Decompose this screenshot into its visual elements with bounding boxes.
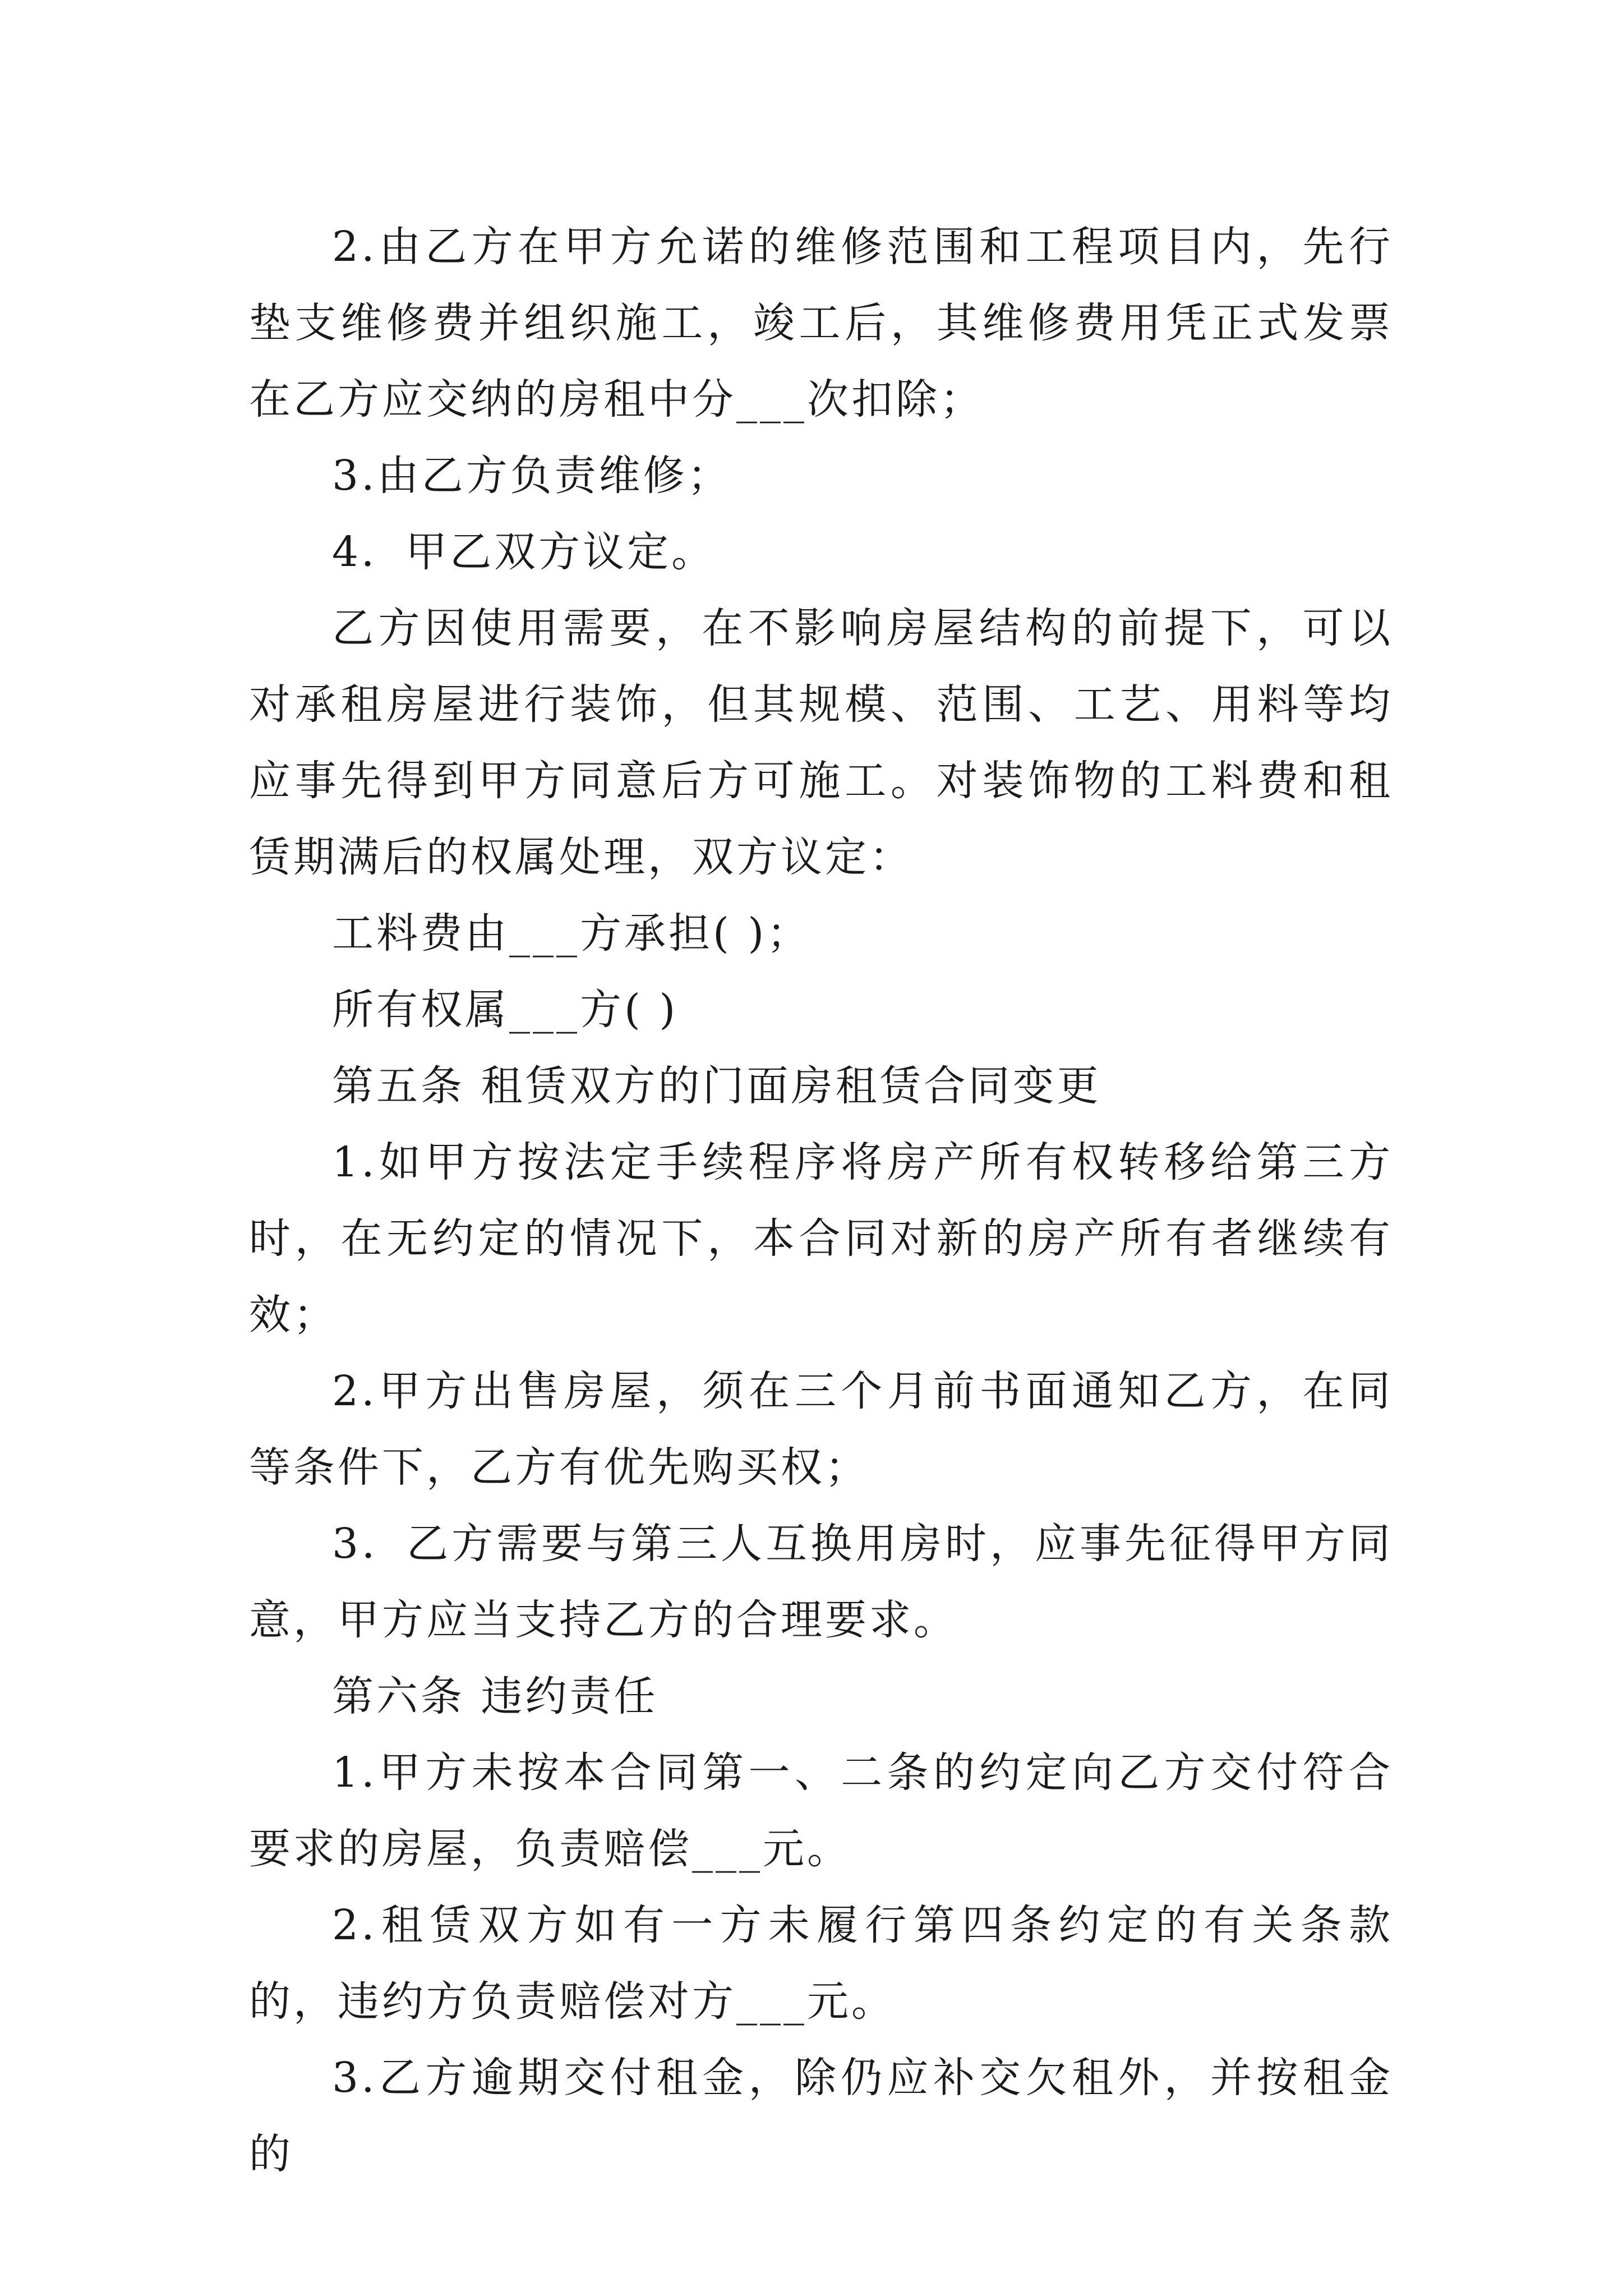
paragraph-material-cost: 工料费由___方承担( )； bbox=[332, 909, 811, 958]
paragraph-exchange-housing: 3．乙方需要与第三人互换用房时，应事先征得甲方同意，甲方应当支持乙方的合理要求。 bbox=[249, 1520, 1393, 1644]
paragraph-mutual-agreement: 4．甲乙双方议定。 bbox=[332, 528, 716, 576]
paragraph-sale-notice: 2.甲方出售房屋，须在三个月前书面通知乙方，在同等条件下，乙方有优先购买权； bbox=[249, 1367, 1393, 1492]
paragraph-breach-mutual: 2.租赁双方如有一方未履行第四条约定的有关条款的，违约方负责赔偿对方___元。 bbox=[249, 1901, 1393, 2026]
paragraph-decoration: 乙方因使用需要，在不影响房屋结构的前提下，可以对承租房屋进行装饰，但其规模、范围、工艺、用料等均应事先得到甲方同意后方可施工。对装饰物的工料费和租赁期满后的权属处理，双方议定： bbox=[249, 604, 1393, 881]
document-body bbox=[249, 209, 1393, 2192]
paragraph-breach-a: 1.甲方未按本合同第一、二条的约定向乙方交付符合要求的房屋，负责赔偿___元。 bbox=[249, 1749, 1393, 1873]
section-heading-article-6: 第六条 违约责任 bbox=[332, 1672, 658, 1720]
paragraph-repair-prepay: 2.由乙方在甲方允诺的维修范围和工程项目内，先行垫支维修费并组织施工，竣工后，其维修费用凭正式发票在乙方应交纳的房租中分___次扣除； bbox=[249, 223, 1393, 424]
paragraph-repair-by-b: 3.由乙方负责维修； bbox=[332, 452, 732, 500]
paragraph-ownership: 所有权属___方( ) bbox=[332, 986, 679, 1034]
section-heading-article-5: 第五条 租赁双方的门面房租赁合同变更 bbox=[332, 1062, 1101, 1110]
paragraph-ownership-transfer: 1.如甲方按法定手续程序将房产所有权转移给第三方时，在无约定的情况下，本合同对新的房产所有者继续有效； bbox=[249, 1138, 1393, 1339]
paragraph-late-rent: 3.乙方逾期交付租金，除仍应补交欠租外，并按租金的 bbox=[249, 2054, 1393, 2178]
